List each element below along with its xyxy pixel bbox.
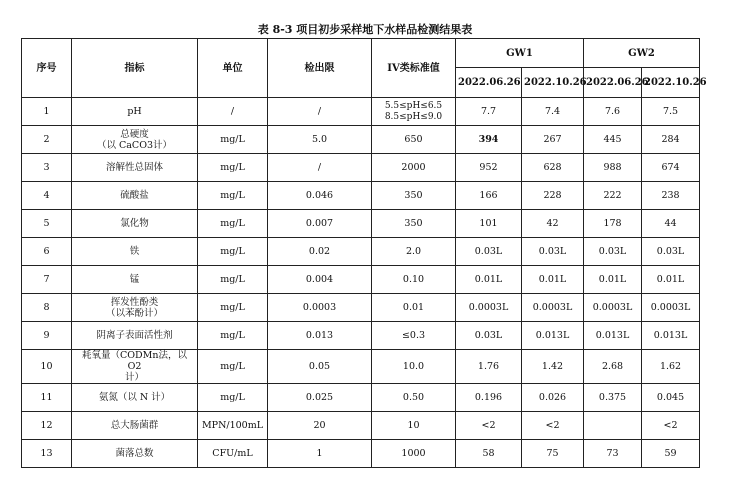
header-date: 2022.10.26 [642,68,700,98]
table-row [22,294,700,322]
row-detection-limit: 0.013 [268,322,372,350]
row-detection-limit: 0.004 [268,266,372,294]
row-unit: mg/L [198,210,268,238]
row-indicator: 总大肠菌群 [72,412,198,440]
row-gw2-0626: 0.375 [584,384,642,412]
row-unit: mg/L [198,126,268,154]
row-indicator: 硫酸盐 [72,182,198,210]
row-seq: 13 [22,440,72,468]
row-gw1-0626: 952 [456,154,522,182]
row-seq: 5 [22,210,72,238]
row-seq: 10 [22,350,72,384]
row-gw2-0626: 0.013L [584,322,642,350]
row-standard: 2000 [372,154,456,182]
row-detection-limit: 0.007 [268,210,372,238]
row-gw1-1026: 628 [522,154,584,182]
row-seq: 11 [22,384,72,412]
row-seq: 8 [22,294,72,322]
row-detection-limit: 0.046 [268,182,372,210]
row-gw2-0626: 0.0003L [584,294,642,322]
row-unit: mg/L [198,350,268,384]
header-date: 2022.06.26 [456,68,522,98]
row-seq: 9 [22,322,72,350]
header-date: 2022.10.26 [522,68,584,98]
row-gw2-1026: 59 [642,440,700,468]
table-row [22,210,700,238]
row-indicator: 挥发性酚类 （以苯酚计） [72,294,198,322]
row-detection-limit: 0.05 [268,350,372,384]
row-seq: 7 [22,266,72,294]
row-standard: 350 [372,182,456,210]
row-seq: 6 [22,238,72,266]
row-detection-limit: 20 [268,412,372,440]
row-gw1-1026: 267 [522,126,584,154]
table-row [22,440,700,468]
table-row [22,412,700,440]
row-detection-limit: / [268,98,372,126]
row-gw2-0626: 222 [584,182,642,210]
row-gw2-0626 [584,412,642,440]
row-gw2-1026: 238 [642,182,700,210]
row-gw2-0626: 2.68 [584,350,642,384]
row-gw2-0626: 178 [584,210,642,238]
header-date: 2022.06.26 [584,68,642,98]
row-standard: 0.10 [372,266,456,294]
row-gw1-1026: 75 [522,440,584,468]
header-detection-limit: 检出限 [268,39,372,98]
header-gw1: GW1 [456,39,584,68]
row-gw1-0626: 0.03L [456,238,522,266]
row-gw2-1026: 0.01L [642,266,700,294]
row-gw1-0626: 0.03L [456,322,522,350]
row-gw1-0626: 0.01L [456,266,522,294]
row-gw2-1026: 1.62 [642,350,700,384]
row-gw2-0626: 73 [584,440,642,468]
row-standard: 2.0 [372,238,456,266]
row-standard: 10.0 [372,350,456,384]
row-indicator: 氯化物 [72,210,198,238]
row-gw2-1026: <2 [642,412,700,440]
row-unit: mg/L [198,266,268,294]
table-row [22,384,700,412]
table-row [22,266,700,294]
row-gw1-0626: 0.0003L [456,294,522,322]
row-detection-limit: 5.0 [268,126,372,154]
row-gw1-0626: 166 [456,182,522,210]
table-row [22,154,700,182]
row-indicator: 耗氧量（CODMn法，以 O2 计） [72,350,198,384]
row-unit: mg/L [198,182,268,210]
row-indicator: 氨氮（以 N 计） [72,384,198,412]
row-gw2-1026: 7.5 [642,98,700,126]
row-standard: ≤0.3 [372,322,456,350]
header-indicator: 指标 [72,39,198,98]
row-gw2-1026: 0.045 [642,384,700,412]
row-indicator: 溶解性总固体 [72,154,198,182]
row-indicator: 铁 [72,238,198,266]
row-unit: mg/L [198,154,268,182]
row-seq: 12 [22,412,72,440]
row-unit: mg/L [198,322,268,350]
row-indicator: pH [72,98,198,126]
row-indicator: 菌落总数 [72,440,198,468]
row-standard: 650 [372,126,456,154]
row-seq: 4 [22,182,72,210]
row-seq: 1 [22,98,72,126]
row-gw2-1026: 0.013L [642,322,700,350]
row-gw1-1026: 0.03L [522,238,584,266]
row-detection-limit: 0.02 [268,238,372,266]
results-table [21,38,707,468]
row-unit: MPN/100mL [198,412,268,440]
row-standard: 350 [372,210,456,238]
row-seq: 2 [22,126,72,154]
row-gw2-1026: 284 [642,126,700,154]
row-detection-limit: 0.025 [268,384,372,412]
row-gw2-0626: 988 [584,154,642,182]
row-gw2-0626: 7.6 [584,98,642,126]
row-detection-limit: 0.0003 [268,294,372,322]
header-class-iv: IV类标准值 [372,39,456,98]
row-gw2-1026: 0.0003L [642,294,700,322]
row-gw2-0626: 445 [584,126,642,154]
row-unit: CFU/mL [198,440,268,468]
row-gw1-1026: 42 [522,210,584,238]
row-seq: 3 [22,154,72,182]
row-gw1-1026: 228 [522,182,584,210]
row-gw1-1026: <2 [522,412,584,440]
row-gw1-0626: 0.196 [456,384,522,412]
row-gw2-0626: 0.03L [584,238,642,266]
table-row [22,322,700,350]
row-unit: mg/L [198,238,268,266]
table-row [22,182,700,210]
row-gw1-1026: 0.01L [522,266,584,294]
row-gw2-1026: 0.03L [642,238,700,266]
row-gw1-1026: 7.4 [522,98,584,126]
row-indicator: 锰 [72,266,198,294]
row-gw2-0626: 0.01L [584,266,642,294]
row-gw1-0626: <2 [456,412,522,440]
row-standard: 0.01 [372,294,456,322]
row-indicator: 总硬度 （以 CaCO3计） [72,126,198,154]
header-gw2: GW2 [584,39,700,68]
row-gw2-1026: 44 [642,210,700,238]
row-standard: 10 [372,412,456,440]
header-unit: 单位 [198,39,268,98]
row-gw1-0626: 394 [456,126,522,154]
row-standard: 1000 [372,440,456,468]
row-gw1-0626: 1.76 [456,350,522,384]
row-indicator: 阴离子表面活性剂 [72,322,198,350]
row-unit: / [198,98,268,126]
row-gw1-1026: 0.0003L [522,294,584,322]
row-gw1-1026: 0.026 [522,384,584,412]
row-gw1-0626: 101 [456,210,522,238]
row-unit: mg/L [198,294,268,322]
row-detection-limit: 1 [268,440,372,468]
row-gw1-1026: 0.013L [522,322,584,350]
row-standard: 5.5≤pH≤6.5 8.5≤pH≤9.0 [372,98,456,126]
table-row [22,350,700,384]
table-row [22,238,700,266]
row-gw1-0626: 58 [456,440,522,468]
table-row [22,126,700,154]
row-gw1-1026: 1.42 [522,350,584,384]
table-caption: 表 8-3 项目初步采样地下水样品检测结果表 [257,23,473,36]
table-row [22,98,700,126]
table-body [22,98,700,468]
row-gw1-0626: 7.7 [456,98,522,126]
row-gw2-1026: 674 [642,154,700,182]
row-unit: mg/L [198,384,268,412]
row-standard: 0.50 [372,384,456,412]
header-seq: 序号 [22,39,72,98]
row-detection-limit: / [268,154,372,182]
